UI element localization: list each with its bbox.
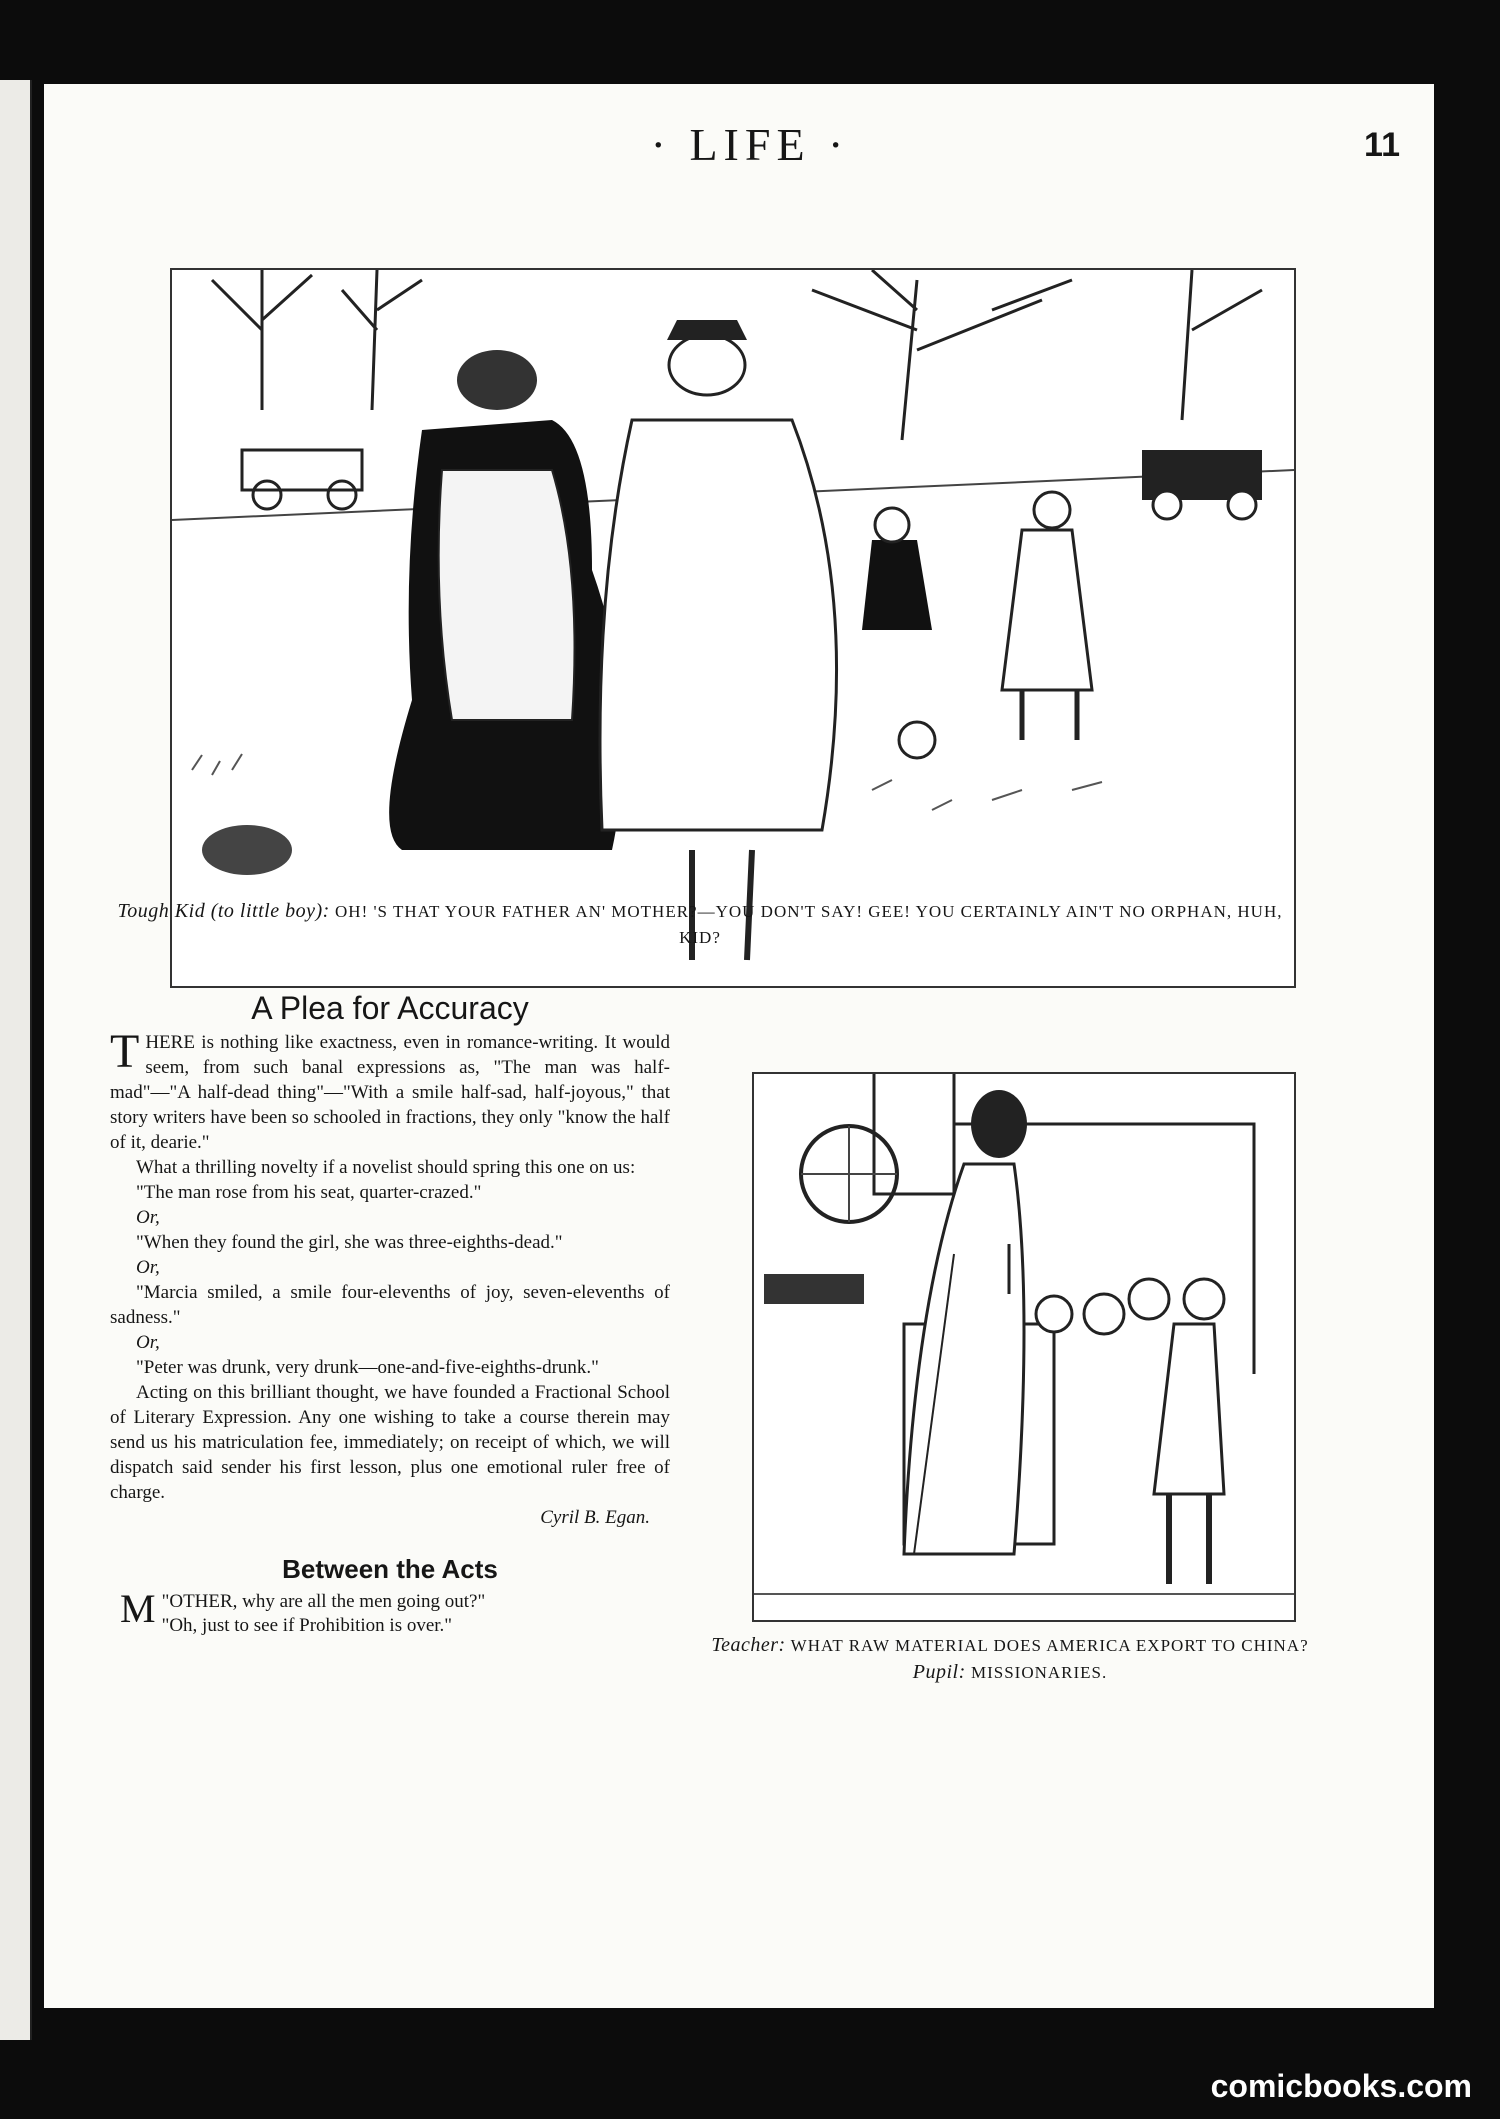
caption-speaker: Tough Kid (to little boy): [117, 900, 330, 922]
between-acts-title: Between the Acts [282, 1554, 498, 1584]
article-body [110, 1025, 670, 1530]
article-paragraph: "Peter was drunk, very drunk—one-and-five-eighths-drunk." [136, 1357, 599, 1378]
article-paragraph: Or, [136, 1257, 160, 1278]
classroom-cartoon-caption [690, 1632, 1330, 1686]
adjacent-page-edge [0, 80, 32, 2040]
pupil-line [690, 1659, 1330, 1686]
article-paragraph: "When they found the girl, she was three-eighths-dead." [136, 1232, 563, 1253]
article-paragraph: Or, [136, 1207, 160, 1228]
caption-text: OH! 'S THAT YOUR FATHER AN' MOTHER?—YOU DON'T SAY! GEE! YOU CERTAINLY AIN'T NO ORPHAN, HUH, KID? [335, 902, 1283, 947]
article-title: A Plea for Accuracy [251, 990, 529, 1026]
top-cartoon-caption [100, 898, 1300, 951]
teacher-text: WHAT RAW MATERIAL DOES AMERICA EXPORT TO CHINA? [790, 1636, 1309, 1655]
article-paragraph: What a thrilling novelty if a novelist should spring this one on us: [136, 1157, 636, 1178]
between-acts-line: " M OTHER, why are all the men going out?" [120, 1586, 486, 1631]
pupil-label: Pupil: [912, 1661, 966, 1683]
drop-cap: M [120, 1586, 156, 1631]
park-cartoon-illustration [170, 268, 1296, 988]
between-acts-line: "Oh, just to see if Prohibition is over." [161, 1615, 453, 1636]
masthead: · LIFE · [650, 119, 850, 170]
teacher-label: Teacher: [711, 1634, 786, 1656]
article-byline: Cyril B. Egan. [540, 1507, 650, 1528]
between-acts-body [120, 1586, 680, 1638]
article-paragraph: THERE is nothing like exactness, even in romance-writing. It would seem, from such banal expressions as, "The man was half-mad"—"A half-dead thing"—"With a smile half-sad, half-joyous," that story writers have been so schooled in fractions, they only "know the half of it, dearie." [110, 1025, 670, 1153]
article-paragraph: "Marcia smiled, a smile four-elevenths of joy, seven-elevenths of sadness." [110, 1282, 670, 1328]
page-number: 11 [1364, 126, 1400, 164]
pupil-text: MISSIONARIES. [970, 1663, 1108, 1682]
article-paragraph: Or, [136, 1332, 160, 1353]
site-watermark[interactable]: comicbooks.com [1210, 2068, 1472, 2104]
article-paragraph: Acting on this brilliant thought, we have founded a Fractional School of Literary Expression. Any one wishing to take a course therein may send us his matriculation fee, immediately; on receipt of which, we will dispatch said sender his first lesson, plus one emotional ruler free of charge. [110, 1382, 670, 1503]
classroom-cartoon-illustration [752, 1072, 1296, 1622]
article-paragraph: "The man rose from his seat, quarter-crazed." [136, 1182, 482, 1203]
teacher-line [690, 1632, 1330, 1659]
drop-cap: T [110, 1025, 140, 1078]
